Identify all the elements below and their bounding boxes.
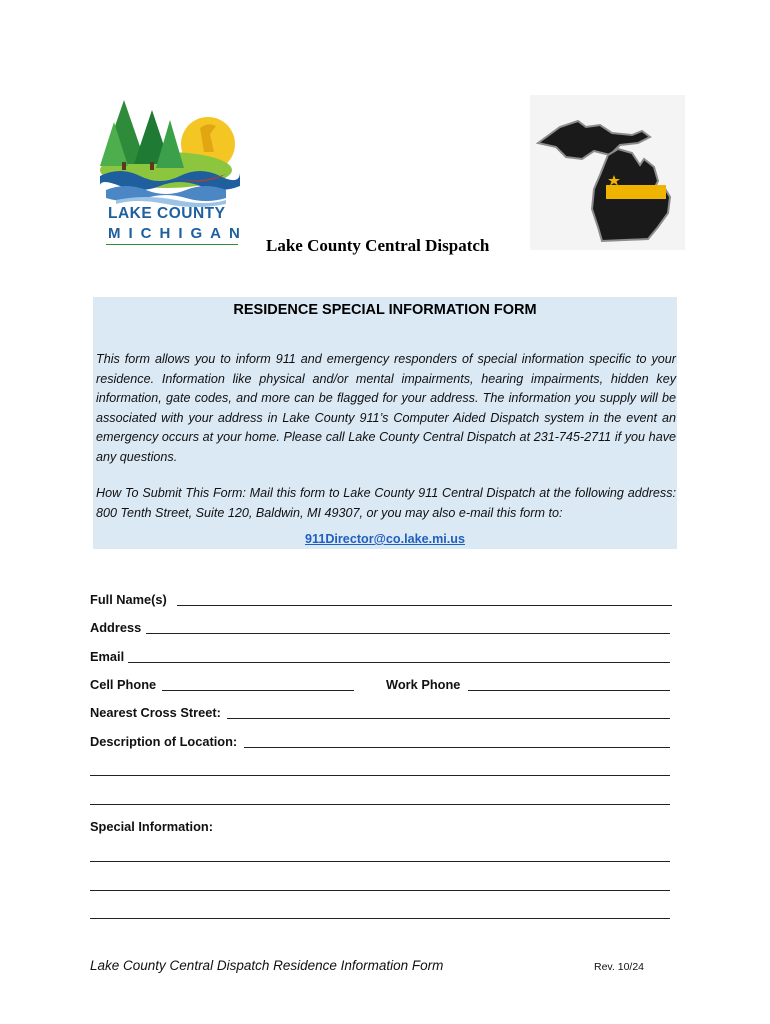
michigan-thin-gold-line-logo (530, 95, 685, 250)
dispatch-title: Lake County Central Dispatch (266, 236, 490, 255)
email-line[interactable] (128, 662, 670, 663)
full-name-line[interactable] (177, 605, 672, 606)
description-of-location-line[interactable] (244, 747, 670, 748)
cell-phone-label: Cell Phone (90, 677, 157, 692)
email-label: Email (90, 649, 125, 664)
michigan-map-icon (530, 95, 685, 250)
cell-phone-line[interactable] (162, 690, 354, 691)
logo-underline (106, 244, 238, 245)
special-information-line-1[interactable] (90, 861, 670, 862)
description-of-location-line-3[interactable] (90, 804, 670, 805)
submit-instructions-paragraph: How To Submit This Form: Mail this form to Lake County 911 Central Dispatch at the following address: 800 Tenth Street, Suite 120, Baldwin, MI 49307, or you may also e-mail this form to: (96, 486, 676, 520)
logo-text-line1: LAKE COUNTY (108, 205, 226, 222)
footer-revision: Rev. 10/24 (594, 961, 645, 973)
full-name-label: Full Name(s) (90, 592, 167, 607)
special-information-line-3[interactable] (90, 918, 670, 919)
special-information-line-2[interactable] (90, 890, 670, 891)
nearest-cross-street-label: Nearest Cross Street: (90, 705, 221, 720)
intro-paragraph: This form allows you to inform 911 and emergency responders of special information specific to your residence. Information like physical and/or mental impairments, hearing impairments, hidden key information, gate codes, and more can be flagged for your address. The information you supply will be associated with your address in Lake County 911’s Computer Aided Dispatch system in the event an emergency occurs at your home. Please call Lake County Central Dispatch at 231-745-2711 if you have any questions. (96, 352, 676, 464)
email-link[interactable]: 911Director@co.lake.mi.us (305, 532, 465, 546)
lake-county-logo (96, 92, 248, 252)
work-phone-line[interactable] (468, 690, 670, 691)
nearest-cross-street-line[interactable] (227, 718, 670, 719)
address-line[interactable] (146, 633, 670, 634)
description-of-location-line-2[interactable] (90, 775, 670, 776)
footer-form-name: Lake County Central Dispatch Residence Information Form (90, 958, 444, 973)
address-label: Address (90, 620, 142, 635)
special-information-label: Special Information: (90, 819, 214, 834)
form-title: RESIDENCE SPECIAL INFORMATION FORM (233, 302, 537, 318)
logo-text-line2: MICHIGAN (108, 225, 248, 242)
work-phone-label: Work Phone (386, 677, 461, 692)
description-of-location-label: Description of Location: (90, 734, 238, 749)
